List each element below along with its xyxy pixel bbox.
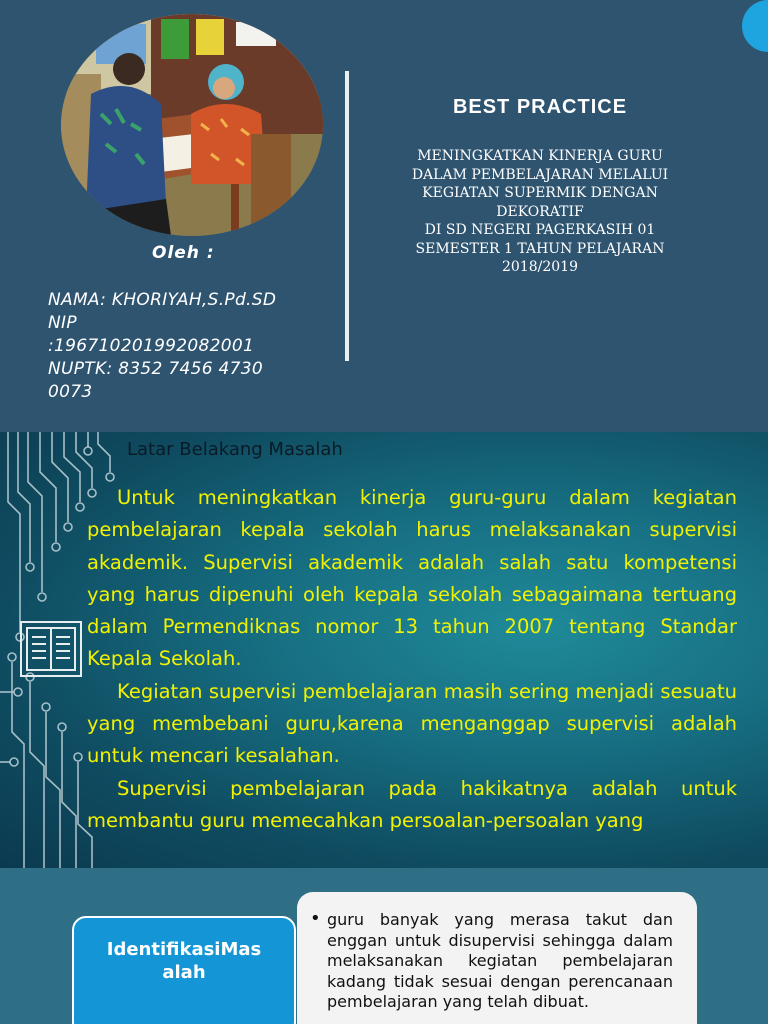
by-label: Oleh : [152,243,215,263]
section-heading: Latar Belakang Masalah [127,439,343,460]
title-slide [0,0,768,432]
divider [345,71,349,361]
bullet-text: guru banyak yang merasa takut dan enggan untuk disupervisi sehingga dalam melaksanakan kegiatan pembelajaran kadang tidak sesuai dengan perencanaan pembelajaran yang telah dibuat. [327,910,673,1011]
accent-dot [742,0,768,52]
classroom-photo [61,14,323,236]
subtitle-line: 2018/2019 [502,259,578,275]
paragraph: Untuk meningkatkan kinerja guru-guru dalam kegiatan pembelajaran kepala sekolah harus melaksanakan supervisi akademik. Supervisi akademik adalah salah satu kompetensi yang harus dipenuhi oleh kepala sekolah sebagaimana tertuang dalam Permendiknas nomor 13 tahun 2007 tentang Standar Kepala Sekolah. [87,486,737,671]
label-line: IdentifikasiMas [106,939,262,960]
author-nuptk-cont: 0073 [48,382,93,402]
author-name: NAMA: KHORIYAH,S.Pd.SD [48,290,277,310]
subtitle-line: KEGIATAN SUPERMIK DENGAN [422,185,658,201]
subtitle-line: DEKORATIF [496,203,584,220]
identification-panel [297,892,697,1024]
paragraph: Supervisi pembelajaran pada hakikatnya adalah untuk membantu guru memecahkan persoalan-persoalan yang [87,776,737,832]
identification-slide [0,868,768,1024]
slide-title: BEST PRACTICE [452,96,628,118]
author-nip-label: NIP [48,313,77,333]
author-info [48,289,318,404]
book-icon [20,621,82,677]
slide-subtitle [370,147,710,277]
identification-box [72,916,296,1024]
paragraph: Kegiatan supervisi pembelajaran masih sering menjadi sesuatu yang membebani guru,karena menganggap supervisi adalah untuk mencari kesalahan. [87,679,737,768]
subtitle-line: DI SD NEGERI PAGERKASIH 01 [424,222,656,238]
body-text [87,482,737,837]
subtitle-line: MENINGKATKAN KINERJA GURU [417,148,663,164]
identification-label [74,938,294,984]
bullet-icon: • [310,908,321,929]
author-nip: :196710201992082001 [48,336,255,356]
label-line: alah [162,962,206,983]
author-nuptk: NUPTK: 8352 7456 4730 [48,359,263,379]
subtitle-line: SEMESTER 1 TAHUN PELAJARAN [415,240,665,257]
subtitle-line: DALAM PEMBELAJARAN MELALUI [411,166,669,183]
background-slide [0,432,768,868]
